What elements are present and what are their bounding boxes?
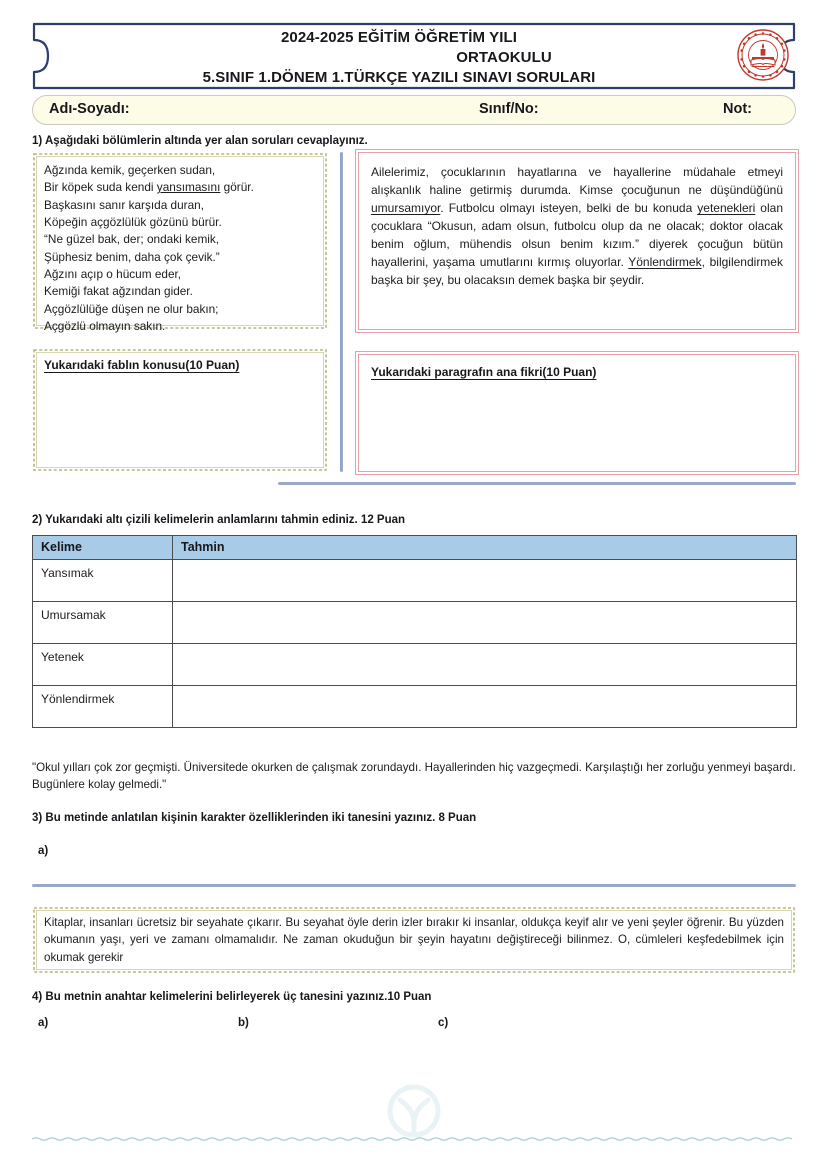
table-cell-word: Yönlendirmek <box>33 686 173 728</box>
table-header-row <box>33 536 797 560</box>
table-header-kelime: Kelime <box>33 536 173 560</box>
student-info-bar[interactable] <box>32 95 796 125</box>
question-3-quote: "Okul yılları çok zor geçmişti. Üniversitede okurken de çalışmak zorundaydı. Hayallerinden hiç vazgeçmedi. Karşılaştığı her zorluğu yenmeyi başardı. Bugünlere kolay gelmedi." <box>32 761 796 791</box>
footer-wave-divider <box>32 1136 796 1142</box>
table-cell-word: Yansımak <box>33 560 173 602</box>
paragraph-answer-box[interactable] <box>358 354 796 472</box>
fable-answer-label: Yukarıdaki fablın konusu(10 Puan) <box>44 358 240 372</box>
fable-line: Açgözlü olmayın sakın. <box>44 318 166 333</box>
fable-line: Kemiği fakat ağzından gider. <box>44 284 193 299</box>
table-row <box>33 560 797 602</box>
fable-line: Şüphesiz benim, daha çok çevik.” <box>44 249 220 264</box>
question-4-slot-c[interactable]: c) <box>438 1017 449 1029</box>
fable-line: Bir köpek suda kendi yansımasını görür. <box>44 180 254 195</box>
section-divider-1 <box>278 482 796 485</box>
paragraph-text-box <box>358 152 796 330</box>
fable-line: Ağzını açıp o hücum eder, <box>44 266 182 281</box>
header-line-school: ORTAOKULU <box>456 48 552 66</box>
fable-line: Ağzında kemik, geçerken sudan, <box>44 163 216 177</box>
fable-text-box <box>32 152 328 333</box>
table-cell-word: Yetenek <box>33 644 173 686</box>
fable-answer-box[interactable] <box>32 348 328 472</box>
table-row <box>33 686 797 728</box>
question-4-prompt: 4) Bu metnin anahtar kelimelerini belirleyerek üç tanesini yazınız.10 Puan <box>32 991 432 1003</box>
grade-field-label: Not: <box>723 101 752 117</box>
meb-emblem-icon <box>736 28 790 82</box>
column-divider <box>340 152 343 472</box>
question-3-slot-a[interactable]: a) <box>38 845 49 857</box>
word-meaning-table[interactable] <box>32 535 797 728</box>
question-1-prompt: 1) Aşağıdaki bölümlerin altında yer alan soruları cevaplayınız. <box>32 135 368 147</box>
table-row <box>33 644 797 686</box>
table-cell-guess[interactable] <box>173 644 797 686</box>
book-text-box <box>32 906 796 974</box>
table-cell-guess[interactable] <box>173 602 797 644</box>
question-4-slot-a[interactable]: a) <box>38 1017 49 1029</box>
book-paragraph-text: Kitaplar, insanları ücretsiz bir seyahate çıkarır. Bu seyahat öyle derin izler bırakır ki insanlar, oldukça keyif alır ve yeni şeyler öğrenir. Bu yüzden okumanın yaşı, yeri ve zamanı olmamalıdır. Ne zaman okuduğun bir şeyin hayatını değiştireceği bilinmez. O, cümleleri keşfedebilmek için okumak gerekir <box>44 916 784 964</box>
table-cell-word: Umursamak <box>33 602 173 644</box>
question-4-slot-b[interactable]: b) <box>238 1017 249 1029</box>
table-row <box>33 602 797 644</box>
globe-watermark-icon <box>378 1078 450 1144</box>
fable-line: “Ne güzel bak, der; ondaki kemik, <box>44 232 220 247</box>
name-field-label: Adı-Soyadı: <box>49 101 130 117</box>
fable-lines <box>32 152 328 345</box>
table-cell-guess[interactable] <box>173 686 797 728</box>
paragraph-answer-label: Yukarıdaki paragrafın ana fikri(10 Puan) <box>371 365 597 379</box>
header-title-block <box>72 28 726 88</box>
exam-header <box>32 22 796 90</box>
paragraph-text: Ailelerimiz, çocuklarının hayatlarına ve hayallerine müdahale etmeyi alışkanlık haline getirmiş durumda. Kimse çocuğunun ne düşündüğünü umursamıyor. Futbolcu olmayı isteyen, belki de bu konuda yetenekleri olan çocuklara “Okusun, adam olsun, futbolcu olup da ne olacak; doktor olacak benim oğlum, mühendis olsun benim kızım.” diyerek çocuğun bütün hayallerini, yaşama umutlarını kırmış oluyorlar. Yönlendirmek, bilgilendirmek başka bir şey, bu olacaksın demek başka bir şeydir. <box>371 165 783 287</box>
class-field-label: Sınıf/No: <box>479 101 539 117</box>
fable-line: Başkasını sanır karşıda duran, <box>44 197 204 212</box>
table-header-tahmin: Tahmin <box>173 536 797 560</box>
fable-line: Açgözlülüğe düşen ne olur bakın; <box>44 301 219 316</box>
header-line-exam: 5.SINIF 1.DÖNEM 1.TÜRKÇE YAZILI SINAVI SORULARI <box>202 68 596 86</box>
question-3-prompt: 3) Bu metinde anlatılan kişinin karakter özelliklerinden iki tanesini yazınız. 8 Puan <box>32 812 477 824</box>
table-cell-guess[interactable] <box>173 560 797 602</box>
header-line-year: 2024-2025 EĞİTİM ÖĞRETİM YILI <box>280 29 518 46</box>
question-2-prompt: 2) Yukarıdaki altı çizili kelimelerin anlamlarını tahmin ediniz. 12 Puan <box>32 514 406 526</box>
fable-line: Köpeğin açgözlülük gözünü bürür. <box>44 214 222 229</box>
section-divider-2 <box>32 884 796 887</box>
